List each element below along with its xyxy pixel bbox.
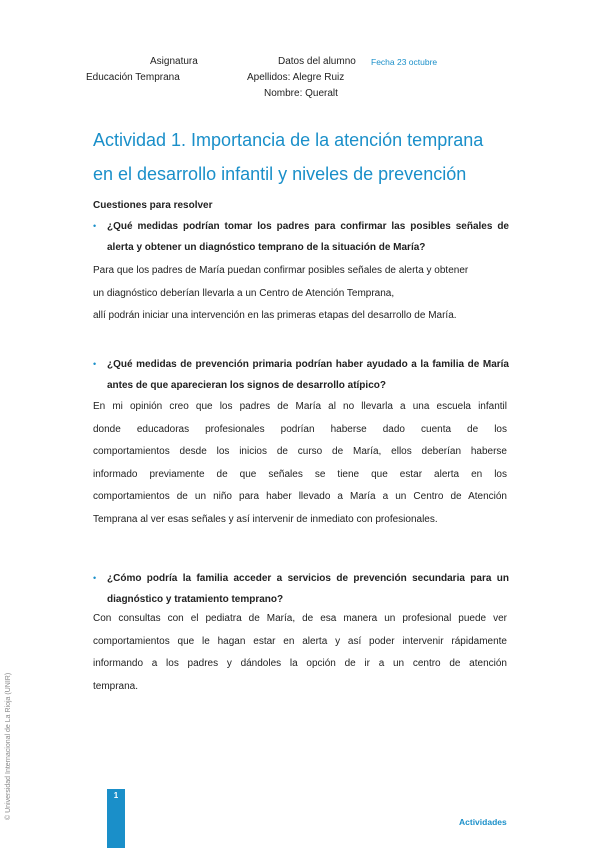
question-3: [93, 568, 509, 610]
copyright-side-text: © Universidad Internacional de La Rioja (UNIR): [5, 672, 12, 820]
answer-3-line: comportamientos que le hagan estar en alerta y así poder intervenir rápidamente: [93, 635, 507, 647]
question-1: [93, 216, 509, 258]
answer-2: [93, 396, 507, 531]
answer-1-line: un diagnóstico deberían llevarla a un Centro de Atención Temprana,: [93, 287, 395, 299]
answer-1: [93, 260, 507, 328]
apellidos: Apellidos: Alegre Ruiz: [247, 72, 345, 83]
question-3-text: ¿Cómo podría la familia acceder a servicios de prevención secundaria para un diagnóstico y tratamiento temprano?: [107, 573, 509, 605]
asignatura-label: Asignatura: [150, 56, 198, 67]
answer-2-line: Temprana al ver esas señales y así intervenir de inmediato con profesionales.: [93, 513, 438, 525]
bullet-icon: •: [93, 573, 97, 583]
fecha: Fecha 23 octubre: [371, 57, 438, 67]
page-title-line-1: Actividad 1. Importancia de la atención temprana: [93, 130, 484, 150]
footer-label: Actividades: [459, 817, 507, 827]
answer-3: [93, 608, 507, 698]
nombre: Nombre: Queralt: [264, 88, 338, 99]
question-1-text: ¿Qué medidas podrían tomar los padres para confirmar las posibles señales de alerta y obtener un diagnóstico temprano de la situación de María?: [107, 221, 509, 253]
asignatura-value: Educación Temprana: [86, 72, 180, 83]
page-number: 1: [113, 791, 119, 800]
question-2-text: ¿Qué medidas de prevención primaria podrían haber ayudado a la familia de María antes de que aparecieran los signos de desarrollo atípico?: [107, 359, 509, 391]
datos-alumno-label: Datos del alumno: [278, 56, 356, 67]
answer-3-line: temprana.: [93, 680, 139, 692]
answer-3-line: Con consultas con el pediatra de María, de esa manera un profesional puede ver: [93, 613, 507, 624]
answer-2-line: comportamientos desde los inicios de curso de María, ellos deberían haberse: [93, 446, 507, 457]
answer-3-line: informando a los padres y dándoles la opción de ir a un centro de atención: [93, 658, 507, 669]
answer-2-line: comportamientos de un niño para haber llevado a María a un Centro de Atención: [93, 491, 507, 502]
answer-2-line: En mi opinión creo que los padres de María al no llevarla a una escuela infantil: [93, 401, 507, 412]
page-title-line-2: en el desarrollo infantil y niveles de prevención: [93, 164, 467, 184]
answer-2-line: donde educadoras profesionales podrían haberse dado cuenta de los: [93, 423, 507, 435]
answer-1-line: allí podrán iniciar una intervención en las primeras etapas del desarrollo de María.: [93, 310, 457, 321]
bullet-icon: •: [93, 221, 97, 231]
answer-1-line: Para que los padres de María puedan confirmar posibles señales de alerta y obtener: [93, 265, 469, 276]
question-2: [93, 354, 509, 396]
bullet-icon: •: [93, 359, 97, 369]
answer-2-line: informado previamente de que señales se tiene que estar alerta en los: [93, 468, 507, 480]
section-heading: Cuestiones para resolver: [93, 200, 213, 211]
